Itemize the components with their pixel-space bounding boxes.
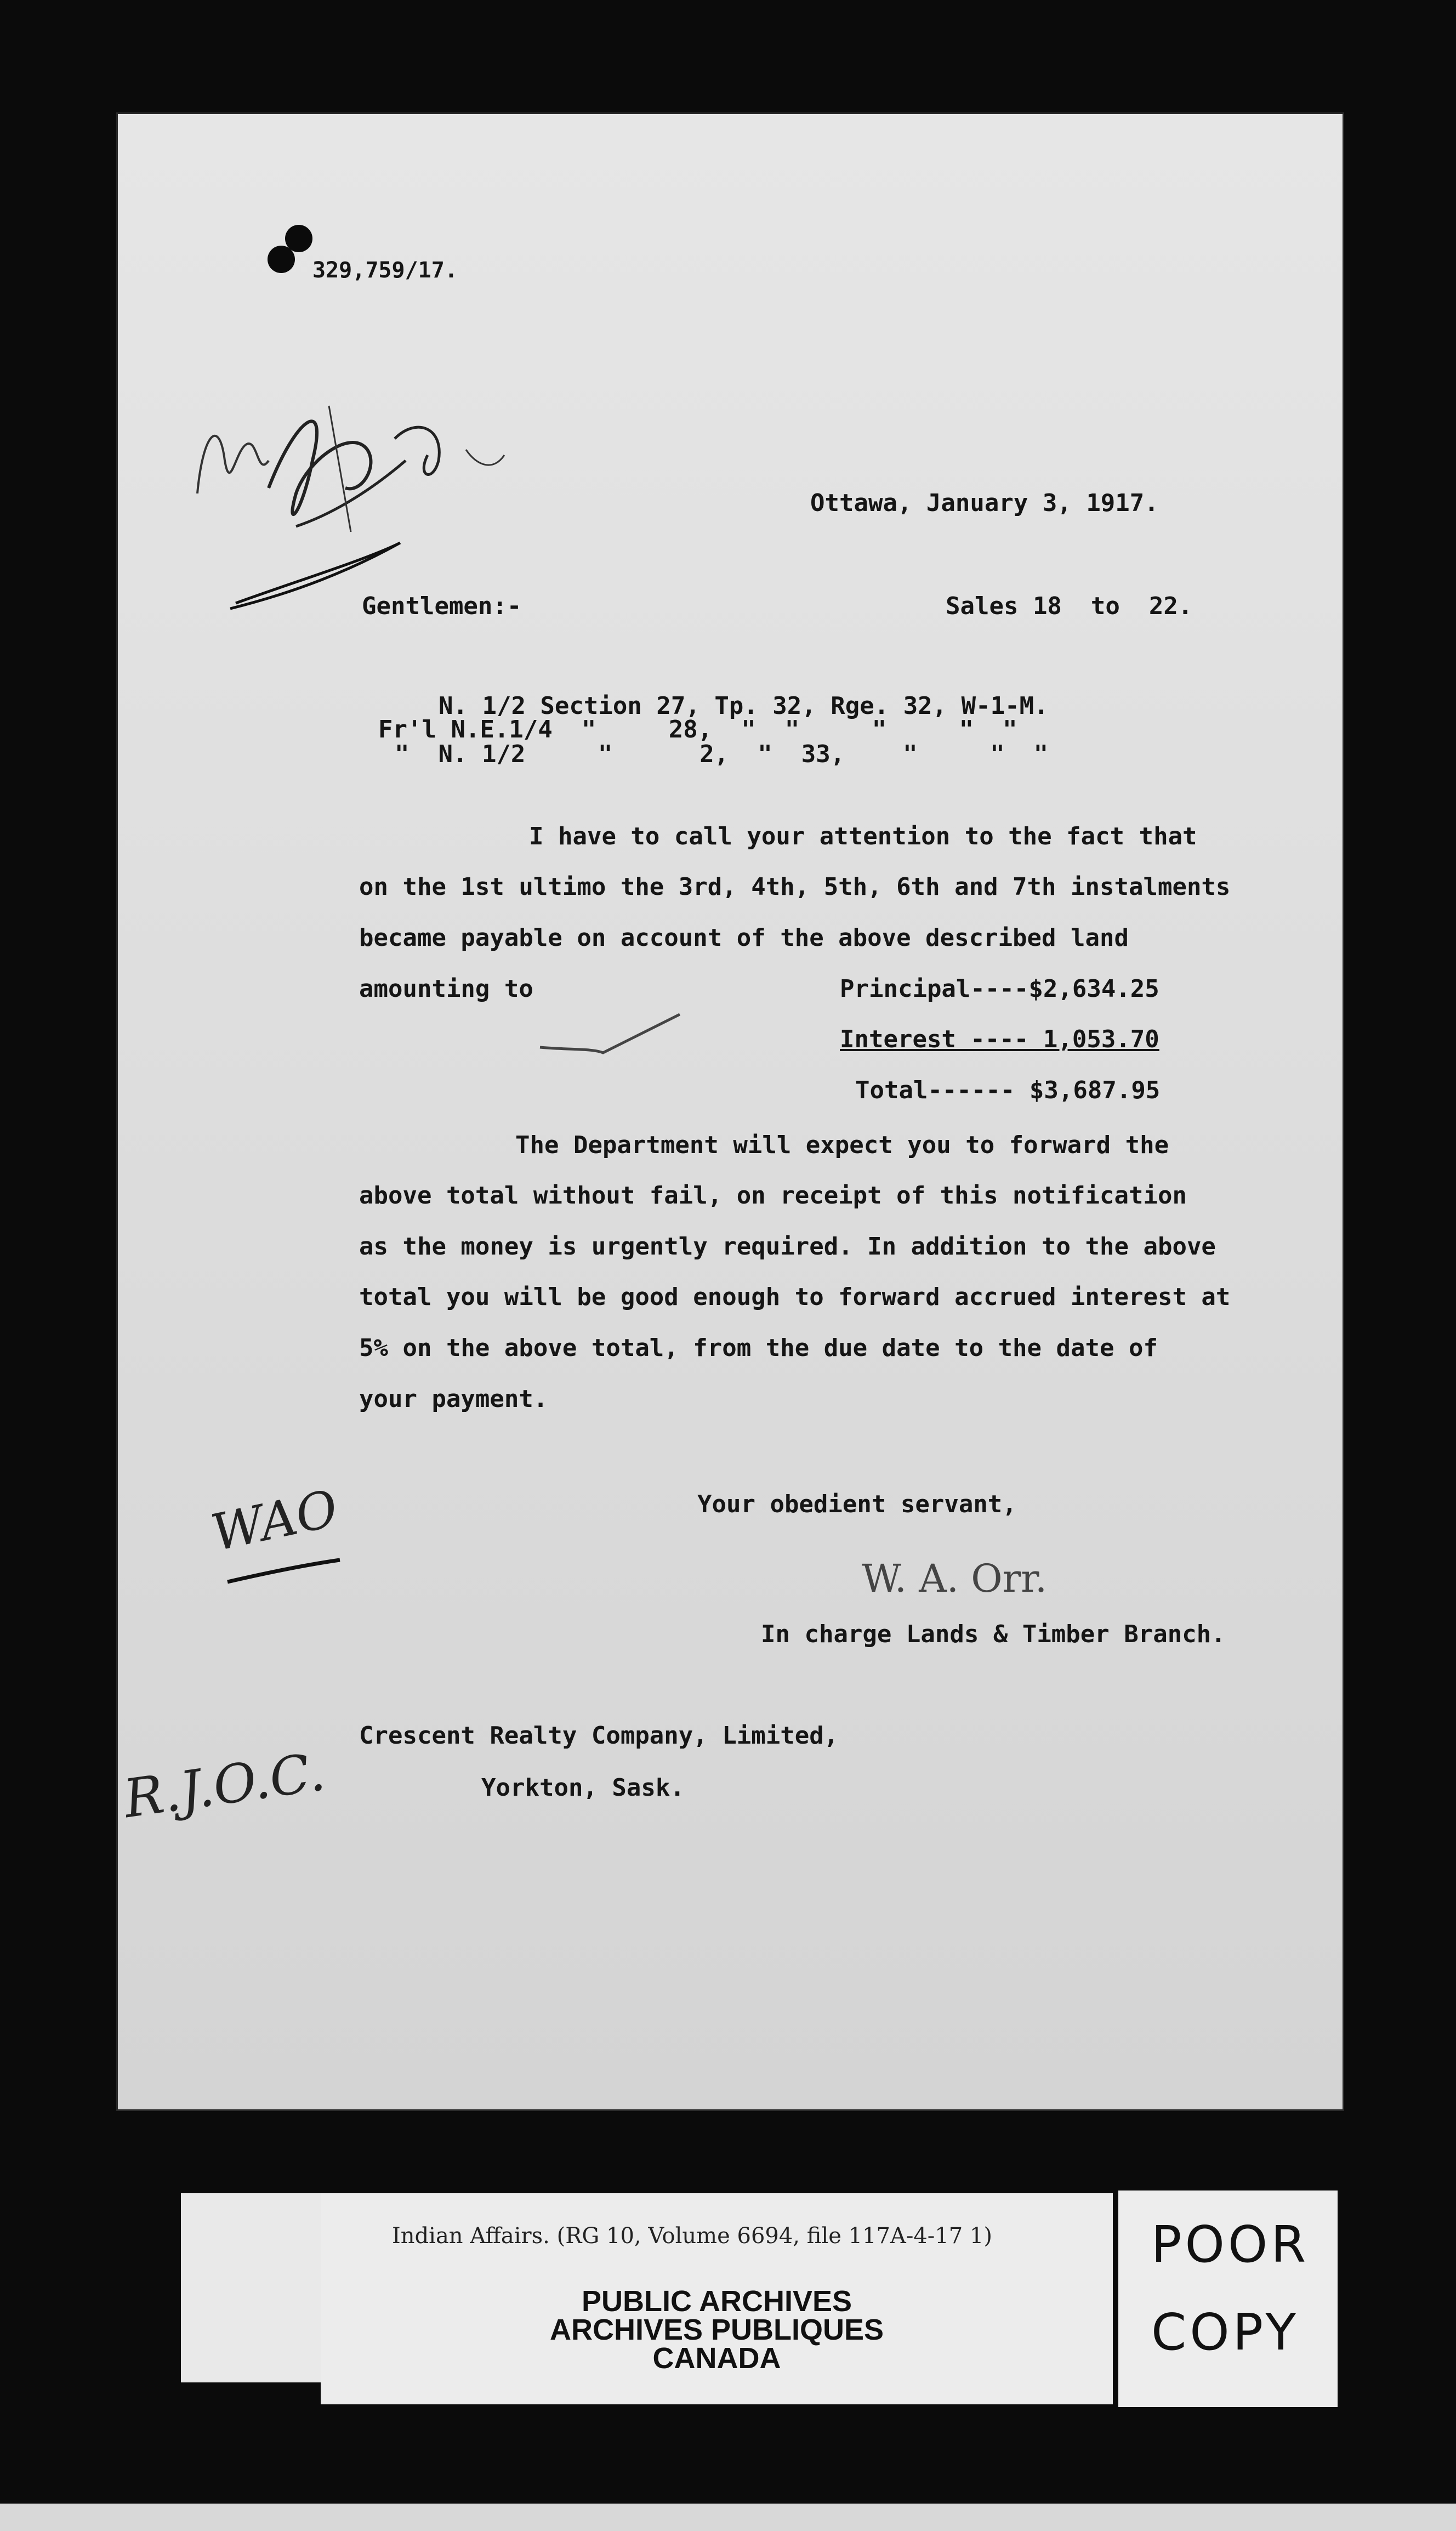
poor-label: POOR	[1151, 2215, 1310, 2274]
punch-hole	[268, 246, 295, 273]
underline-stroke	[225, 1557, 345, 1590]
bottom-edge	[0, 2504, 1456, 2531]
land-line-1: N. 1/2 Section 27, Tp. 32, Rge. 32, W-1-M.	[439, 692, 1049, 720]
paragraph-2-line-2: above total without fail, on receipt of this notification	[359, 1182, 1187, 1210]
paragraph-2-line-1: The Department will expect you to forward the	[515, 1131, 1169, 1159]
margin-initials-rjoc: R.J.O.C.	[120, 1740, 329, 1830]
signer-title: In charge Lands & Timber Branch.	[761, 1620, 1226, 1648]
total-amount: Total------ $3,687.95	[855, 1076, 1161, 1104]
closing: Your obedient servant,	[697, 1490, 1017, 1518]
paragraph-2-line-6: your payment.	[359, 1385, 548, 1413]
paragraph-2-line-3: as the money is urgently required. In addition to the above	[359, 1233, 1216, 1261]
handwritten-annotation	[186, 351, 526, 625]
sales-reference: Sales 18 to 22.	[946, 592, 1193, 620]
paragraph-1-line-2: on the 1st ultimo the 3rd, 4th, 5th, 6th and 7th instalments	[359, 873, 1231, 901]
land-line-3: " N. 1/2 " 2, " 33, " " "	[395, 740, 1049, 768]
archive-line-2: ARCHIVES PUBLIQUES	[549, 2313, 884, 2346]
addressee: Crescent Realty Company, Limited,	[359, 1722, 839, 1750]
letter-date: Ottawa, January 3, 1917.	[810, 489, 1159, 517]
copy-label: COPY	[1151, 2303, 1300, 2362]
land-line-2: Fr'l N.E.1/4 " 28, " " " " "	[378, 716, 1017, 744]
salutation: Gentlemen:-	[362, 592, 522, 620]
archive-reference: Indian Affairs. (RG 10, Volume 6694, file 117A-4-17 1)	[392, 2223, 992, 2249]
paragraph-1-line-4: amounting to	[359, 975, 533, 1003]
address: Yorkton, Sask.	[481, 1774, 685, 1802]
paragraph-2-line-4: total you will be good enough to forward accrued interest at	[359, 1283, 1231, 1311]
check-mark-icon	[537, 1009, 685, 1058]
archive-line-3: CANADA	[652, 2342, 781, 2375]
margin-initials-wao: WAO	[206, 1479, 343, 1563]
principal-amount: Principal----$2,634.25	[840, 975, 1159, 1003]
signature: W. A. Orr.	[862, 1556, 1048, 1601]
file-number: 329,759/17.	[312, 258, 458, 283]
interest-amount: Interest ---- 1,053.70	[840, 1025, 1159, 1053]
paragraph-2-line-5: 5% on the above total, from the due date to the date of	[359, 1334, 1158, 1362]
label-strip-left	[181, 2193, 321, 2382]
paragraph-1-line-1: I have to call your attention to the fact that	[529, 822, 1197, 850]
archive-line-1: PUBLIC ARCHIVES	[581, 2285, 852, 2318]
paragraph-1-line-3: became payable on account of the above described land	[359, 924, 1129, 952]
